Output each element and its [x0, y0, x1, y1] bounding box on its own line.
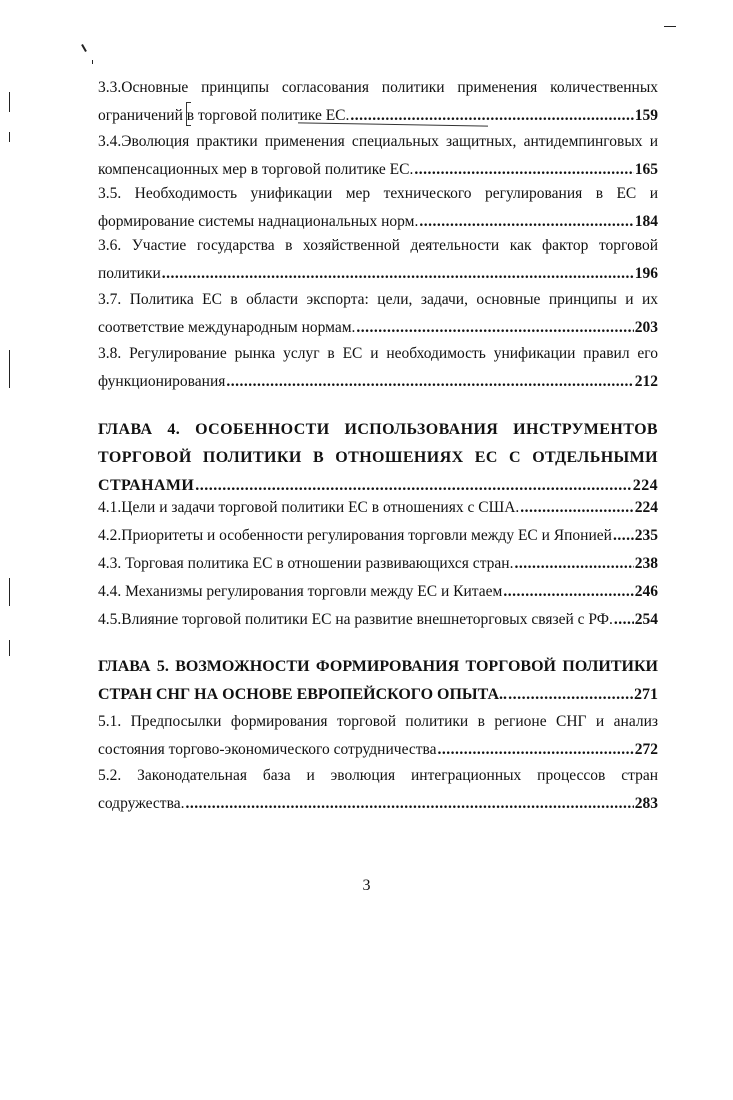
chapter-title-line: ТОРГОВОЙ ПОЛИТИКИ В ОТНОШЕНИЯХ ЕС С ОТДЕЛЬНЫМИ [98, 449, 658, 466]
toc-leader-line [98, 314, 658, 342]
page-ref: 272 [634, 741, 658, 758]
toc-entry-title-line: политики [98, 265, 161, 282]
dot-leader [508, 681, 633, 709]
dot-leader [437, 736, 633, 764]
page-number: 3 [362, 877, 371, 894]
toc-leader-line [98, 102, 658, 130]
toc-entry[interactable] [98, 550, 658, 578]
page-ref: 165 [634, 161, 658, 178]
toc-entry[interactable] [98, 494, 658, 522]
toc-entry-title-line: 3.6. Участие государства в хозяйственной деятельности как фактор торговой [98, 237, 658, 254]
dot-leader [350, 102, 633, 130]
toc-leader-line [98, 681, 658, 709]
toc-leader-line [98, 578, 658, 606]
toc-entry-title-line: 5.1. Предпосылки формирования торговой политики в регионе СНГ и анализ [98, 713, 658, 730]
dot-leader [356, 314, 633, 342]
toc-entry-title-line: 3.7. Политика ЕС в области экспорта: цели, задачи, основные принципы и их [98, 291, 658, 308]
toc-entry[interactable] [98, 606, 658, 634]
chapter-5-heading [98, 653, 658, 709]
scan-speck [81, 44, 87, 52]
toc-entry-title-line: 3.4.Эволюция практики применения специальных защитных, антидемпинговых и [98, 133, 658, 150]
dot-leader [613, 522, 634, 550]
chapter-4-heading [98, 416, 658, 500]
page-ref: 238 [634, 555, 658, 572]
chapter-title-line: СТРАН СНГ НА ОСНОВЕ ЕВРОПЕЙСКОГО ОПЫТА.. [98, 686, 508, 703]
scan-speck [92, 60, 93, 64]
toc-entry[interactable] [98, 232, 658, 288]
dot-leader [520, 494, 633, 522]
toc-entry-title-line: 4.3. Торговая политика ЕС в отношении развивающихся стран. [98, 555, 514, 572]
toc-entry[interactable] [98, 522, 658, 550]
page-ref: 212 [634, 373, 658, 390]
toc-leader-line [98, 368, 658, 396]
scan-speck [9, 578, 10, 606]
toc-entry-title-line: 3.3.Основные принципы согласования политики применения количественных [98, 79, 658, 96]
toc-leader-line [98, 736, 658, 764]
dot-leader [162, 260, 634, 288]
toc-leader-line [98, 494, 658, 522]
page-ref: 203 [634, 319, 658, 336]
page-ref: 196 [634, 265, 658, 282]
toc-entry-title-line: компенсационных мер в торговой политике ЕС. [98, 161, 414, 178]
toc-leader-line [98, 790, 658, 818]
scan-speck [9, 132, 10, 142]
page-ref: 235 [634, 527, 658, 544]
toc-entry-title-line: функционирования [98, 373, 226, 390]
page-ref: 184 [634, 213, 658, 230]
scan-speck [9, 640, 10, 656]
page-ref: 224 [634, 499, 658, 516]
toc-entry-title-line: 4.1.Цели и задачи торговой политики ЕС в отношениях с США. [98, 499, 520, 516]
dot-leader [503, 578, 633, 606]
toc-entry-title-line: 3.8. Регулирование рынка услуг в ЕС и необходимость унификации правил его [98, 345, 658, 362]
toc-entry-title-line: формирование системы наднациональных норм. [98, 213, 419, 230]
chapter-title-line: ГЛАВА 4. ОСОБЕННОСТИ ИСПОЛЬЗОВАНИЯ ИНСТРУМЕНТОВ [98, 421, 658, 438]
page-ref: 271 [634, 686, 658, 703]
toc-leader-line [98, 550, 658, 578]
toc-entry[interactable] [98, 708, 658, 764]
toc-entry-title-line: соответствие международным нормам. [98, 319, 356, 336]
toc-entry[interactable] [98, 74, 658, 130]
toc-leader-line [98, 606, 658, 634]
dot-leader [514, 550, 633, 578]
toc-entry-title-line: ограничений в торговой политике ЕС. [98, 107, 350, 124]
toc-entry-title-line: 4.5.Влияние торговой политики ЕС на развитие внешнеторговых связей с РФ. [98, 611, 613, 628]
scan-speck [664, 26, 676, 27]
toc-leader-line [98, 522, 658, 550]
scan-speck [9, 350, 10, 388]
toc-entry[interactable] [98, 286, 658, 342]
toc-entry-title-line: 4.2.Приоритеты и особенности регулирования торговли между ЕС и Японией [98, 527, 612, 544]
toc-leader-line [98, 260, 658, 288]
toc-entry[interactable] [98, 578, 658, 606]
toc-entry[interactable] [98, 340, 658, 396]
dot-leader [614, 606, 634, 634]
page-ref: 224 [632, 477, 658, 494]
toc-entry-title-line: 4.4. Механизмы регулирования торговли между ЕС и Китаем [98, 583, 503, 600]
toc-entry-title-line: содружества. [98, 795, 185, 812]
page-ref: 283 [634, 795, 658, 812]
toc-entry-title-line: 3.5. Необходимость унификации мер технического регулирования в ЕС и [98, 185, 658, 202]
dot-leader [185, 790, 633, 818]
toc-entry[interactable] [98, 762, 658, 818]
chapter-title-line: ГЛАВА 5. ВОЗМОЖНОСТИ ФОРМИРОВАНИЯ ТОРГОВОЙ ПОЛИТИКИ [98, 658, 658, 675]
scan-speck [9, 92, 10, 112]
chapter-title-line: СТРАНАМИ [98, 477, 195, 494]
toc-entry-title-line: 5.2. Законодательная база и эволюция интеграционных процессов стран [98, 767, 658, 784]
page-ref: 159 [634, 107, 658, 124]
toc-entry[interactable] [98, 128, 658, 184]
toc-entry[interactable] [98, 180, 658, 236]
dot-leader [226, 368, 633, 396]
page-ref: 246 [634, 583, 658, 600]
page-ref: 254 [634, 611, 658, 628]
toc-entry-title-line: состояния торгово-экономического сотрудничества [98, 741, 437, 758]
